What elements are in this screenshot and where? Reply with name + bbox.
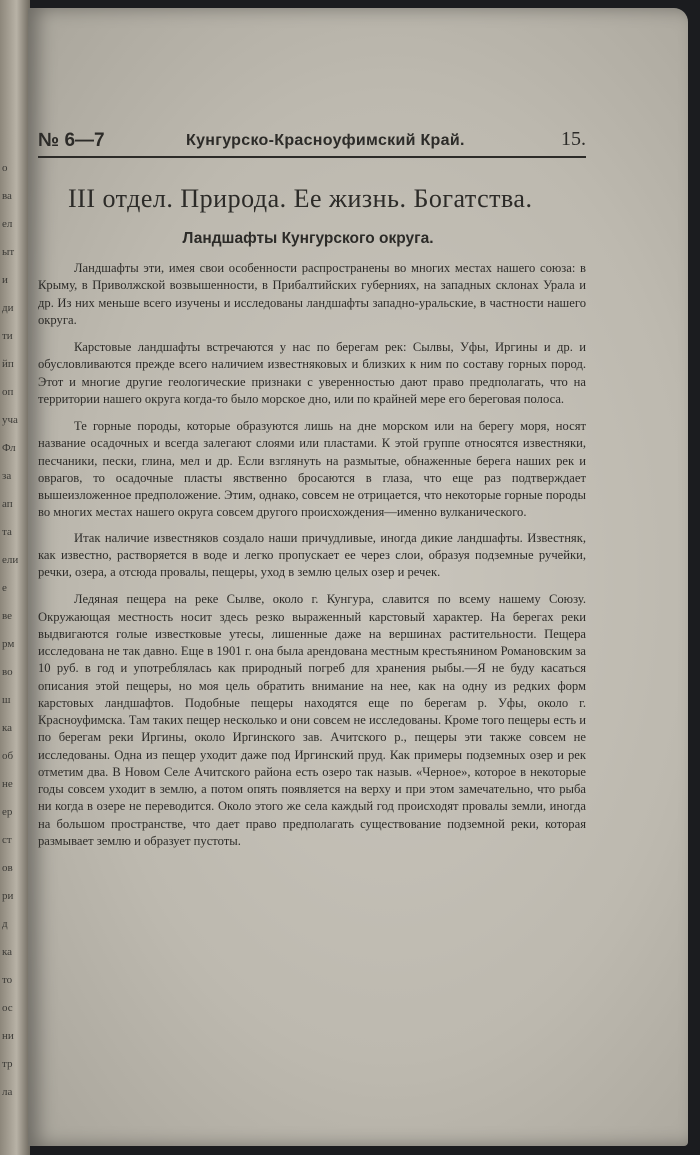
facing-page-fragment: ва (2, 190, 12, 202)
paragraph: Карстовые ландшафты встречаются у нас по берегам рек: Сылвы, Уфы, Иргины и др. и обусловливаются прежде всего наличием известняковых и близких к ним по составу горных пород. Этот и многие другие геологические признаки с уверенностью дают право предполагать, что на территории нашего округа когда-то было морское дно, или по крайней мере его береговая полоса. (38, 340, 586, 406)
facing-page-fragment: то (2, 974, 13, 986)
facing-page-fragment: ти (2, 330, 13, 342)
facing-page-fragment: во (2, 666, 13, 678)
article-subtitle: Ландшафты Кунгурского округа. (182, 230, 434, 247)
facing-page-fragment: оп (2, 386, 14, 398)
facing-page-fragment: ели (2, 554, 19, 566)
facing-page-fragment: йп (2, 358, 14, 370)
facing-page-fragment: о (2, 162, 8, 174)
facing-page-fragment: е (2, 582, 7, 594)
facing-page-edge (0, 0, 30, 1155)
facing-page-fragment: ни (2, 1030, 14, 1042)
facing-page-fragment: тр (2, 1058, 13, 1070)
paragraph: Ледяная пещера на реке Сылве, около г. Кунгура, славится по всему нашему Союзу. Окружающая местность носит здесь резко выраженный карстовый характер. На берегах реки выдвигаются голые известковые утесы, лишенные даже на вершинах растительности. Пещера исследована не так давно. Еще в 1901 г. она была арендована местным крестьянином Романовским за 10 руб. в год и употреблялась как природный погреб для хранения рыбы.—Я не буду касаться описания этой пещеры, но моя цель обратить внимание на нее, как на одну из редких форм карстовых ландшафтов. Подобные пещеры находятся еще по берегам р. Уфы, около г. Красноуфимска. Там таких пещер несколько и они совсем не исследованы. Кроме того пещеры есть и по берегам реки Иргины, около Иргинского зав. Ачитского р., пещеры эти также совсем не исследованы. Одна из пещер уходит даже под Иргинский пруд. Как примеры подземных озер и рек отметим два. В Новом Селе Ачитского района есть озеро так назыв. «Черное», которое в некоторые годы совсем уходит в землю, а потом опять появляется на верху и при этом замечательно, что рыба ни когда в озере не переводится. Около этого же села каждый год происходят провалы земли, иногда на большом пространстве, что дает право предполагать существование подземной реки, которая размывает землю и образует пустоты. (38, 592, 586, 848)
facing-page-fragment: ел (2, 218, 13, 230)
facing-page-fragment: ст (2, 834, 12, 846)
facing-page-fragment: об (2, 750, 14, 762)
facing-page-fragment: ер (2, 806, 13, 818)
facing-page-fragment: ди (2, 302, 14, 314)
journal-title: Кунгурско-Красноуфимский Край. (186, 132, 465, 149)
paragraph: Ландшафты эти, имея свои особенности распространены во многих местах нашего союза: в Крыму, в Приволжской возвышенности, в Прибалтийских губерниях, на западных склонах Урала и др. Из них меньше всего изучены и исследованы ландшафты западно-уральские, в частности нашего округа. (38, 261, 586, 327)
facing-page-fragment: ш (2, 694, 11, 706)
facing-page-fragment: д (2, 918, 8, 930)
facing-page-fragment: уча (2, 414, 18, 426)
running-header (38, 126, 586, 158)
facing-page-fragment: ов (2, 862, 13, 874)
facing-page-fragment: и (2, 274, 8, 286)
paragraph: Те горные породы, которые образуются лишь на дне морском или на берегу моря, носят название осадочных и всегда залегают слоями или пластами. К этой группе относятся известняки, песчаники, пески, глина, мел и др. Если взглянуть на размытые, обнаженные берега наших рек и оврагов, то осадочные пласты явственно бросаются в глаза, что еще раз подтверждает вышеизложенное предположение. Этим, однако, совсем не отрицается, что некоторые горные породы во многих местах нашего округа совсем другого происхождения—именно вулканического. (38, 419, 586, 520)
paragraph: Итак наличие известняков создало наши причудливые, иногда дикие ландшафты. Известняк, как известно, растворяется в воде и легко пропускает ее через слои, образуя подземные ручейки, речки, озера, а отсюда провалы, пещеры, уход в землю целых озер и речек. (38, 530, 586, 579)
facing-page-fragment: ыт (2, 246, 15, 258)
document-page (28, 8, 688, 1146)
facing-page-fragment: та (2, 526, 12, 538)
article-body (38, 260, 586, 860)
facing-page-fragment: за (2, 470, 12, 482)
facing-page-fragment: Фл (2, 442, 16, 454)
page-number: 15. (561, 128, 586, 150)
facing-page-fragment: ла (2, 1086, 13, 1098)
facing-page-fragment: рм (2, 638, 15, 650)
facing-page-fragment: ка (2, 946, 13, 958)
facing-page-fragment: ве (2, 610, 13, 622)
facing-page-fragment: ос (2, 1002, 13, 1014)
facing-page-fragment: ка (2, 722, 13, 734)
section-title: III отдел. Природа. Ее жизнь. Богатства. (68, 184, 533, 213)
facing-page-fragment: ап (2, 498, 13, 510)
facing-page-fragment: ри (2, 890, 14, 902)
facing-page-fragment: не (2, 778, 13, 790)
issue-number: № 6—7 (38, 130, 105, 151)
